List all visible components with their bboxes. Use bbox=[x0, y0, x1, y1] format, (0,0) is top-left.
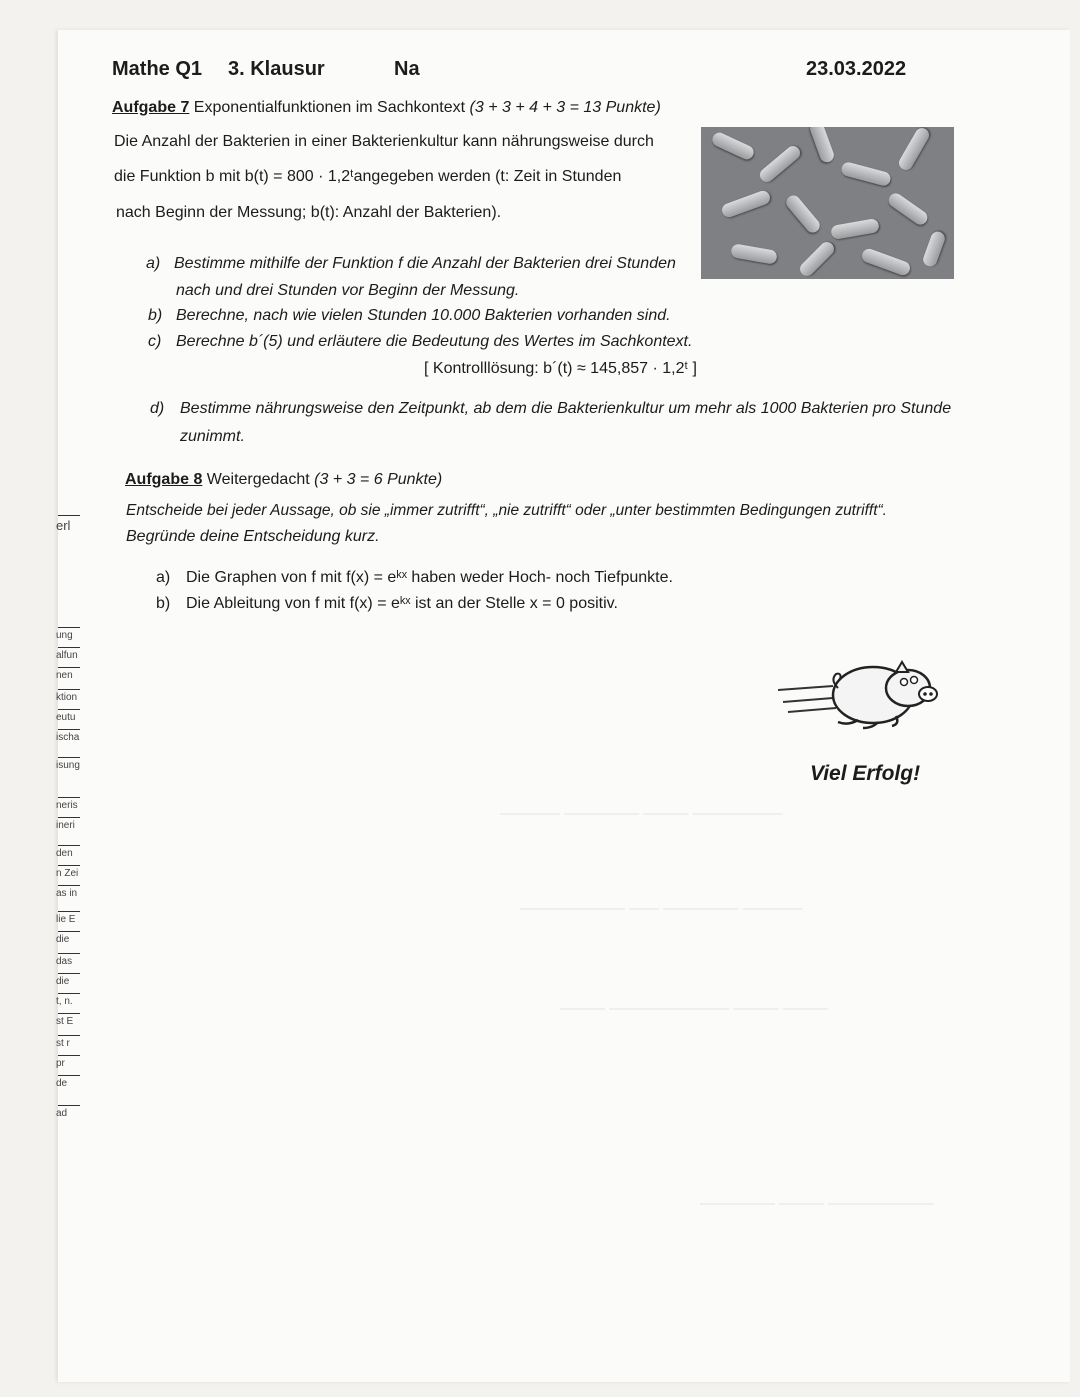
margin-rule bbox=[58, 817, 80, 818]
item-text: Berechne, nach wie vielen Stunden 10.000 Bakterien vorhanden sind. bbox=[176, 307, 671, 324]
margin-fragment: das bbox=[56, 956, 73, 967]
item-label: a) bbox=[156, 569, 171, 586]
margin-rule bbox=[58, 911, 80, 912]
control-solution: [ Kontrolllösung: b´(t) ≈ 145,857 · 1,2ᵗ ] bbox=[424, 360, 697, 377]
item-label: d) bbox=[150, 400, 165, 417]
margin-rule bbox=[58, 1075, 80, 1076]
margin-fragment: lie E bbox=[56, 914, 76, 925]
margin-rule bbox=[58, 1055, 80, 1056]
task7-title: Exponentialfunktionen im Sachkontext bbox=[193, 99, 466, 116]
bacteria-photo bbox=[701, 127, 954, 279]
item-label: a) bbox=[146, 255, 161, 272]
item-text: Berechne b´(5) und erläutere die Bedeutung des Wertes im Sachkontext. bbox=[176, 333, 693, 350]
exam-date: 23.03.2022 bbox=[806, 58, 907, 80]
task8-number: Aufgabe 8 bbox=[125, 471, 203, 488]
margin-rule bbox=[58, 729, 80, 730]
margin-rule bbox=[58, 885, 80, 886]
task7-intro-line: die Funktion b mit b(t) = 800 · 1,2ᵗangegeben werden (t: Zeit in Stunden bbox=[114, 168, 622, 185]
task7-number: Aufgabe 7 bbox=[112, 99, 190, 116]
task8-title: Weitergedacht bbox=[206, 471, 310, 488]
task7-intro-line: Die Anzahl der Bakterien in einer Bakterienkultur kann nährungsweise durch bbox=[114, 133, 654, 150]
exam-header bbox=[112, 58, 912, 90]
margin-fragment: den bbox=[56, 848, 73, 859]
margin-fragment: de bbox=[56, 1078, 68, 1089]
margin-rule bbox=[58, 953, 80, 954]
margin-rule bbox=[58, 1013, 80, 1014]
margin-fragment: pr bbox=[56, 1058, 65, 1069]
margin-rule bbox=[58, 993, 80, 994]
bleed-through-text: ——————— —— ————— ———— bbox=[520, 900, 803, 917]
margin-fragment: die bbox=[56, 934, 70, 945]
margin-fragment: ineri bbox=[56, 820, 75, 831]
margin-fragment: isung bbox=[56, 760, 80, 771]
margin-rule bbox=[58, 647, 80, 648]
task7-item-c bbox=[148, 333, 692, 351]
margin-fragment: neris bbox=[56, 800, 78, 811]
margin-fragment: as in bbox=[56, 888, 78, 899]
item-text: Bestimme nährungsweise den Zeitpunkt, ab dem die Bakterienkultur um mehr als 1000 Bakterien pro Stunde bbox=[180, 400, 952, 417]
margin-fragment: n Zei bbox=[56, 868, 79, 879]
margin-fragment: st r bbox=[56, 1038, 70, 1049]
task8-heading bbox=[125, 471, 442, 489]
course-name: Mathe Q1 bbox=[112, 58, 203, 80]
margin-rule bbox=[58, 515, 80, 516]
margin-rule bbox=[58, 689, 80, 690]
margin-fragment: ktion bbox=[56, 692, 78, 703]
task7-points: (3 + 3 + 4 + 3 = 13 Punkte) bbox=[469, 99, 661, 116]
bleed-through-text: ——— ———————— ——— ——— bbox=[560, 1000, 828, 1017]
margin-fragment: alfun bbox=[56, 650, 78, 661]
margin-fragment: nen bbox=[56, 670, 73, 681]
task8-instruction: Begründe deine Entscheidung kurz. bbox=[126, 528, 380, 545]
margin-fragment: ad bbox=[56, 1108, 68, 1119]
task8-instruction: Entscheide bei jeder Aussage, ob sie „immer zutrifft“, „nie zutrifft“ oder „unter bestimmten Bedingungen zutrifft“. bbox=[126, 502, 887, 519]
item-label: b) bbox=[148, 307, 163, 324]
margin-rule bbox=[58, 931, 80, 932]
margin-fragment: st E bbox=[56, 1016, 74, 1027]
task7-heading bbox=[112, 99, 661, 117]
margin-fragment: ischa bbox=[56, 732, 80, 743]
task8-points: (3 + 3 = 6 Punkte) bbox=[314, 471, 443, 488]
task7-item-b bbox=[148, 307, 671, 325]
margin-rule bbox=[58, 627, 80, 628]
margin-rule bbox=[58, 709, 80, 710]
closing-text: Viel Erfolg! bbox=[810, 762, 921, 785]
margin-rule bbox=[58, 757, 80, 758]
margin-rule bbox=[58, 1035, 80, 1036]
margin-fragment: t, n. bbox=[56, 996, 73, 1007]
margin-fragment: ung bbox=[56, 630, 73, 641]
margin-rule bbox=[58, 797, 80, 798]
task7-intro-line: nach Beginn der Messung; b(t): Anzahl der Bakterien). bbox=[116, 204, 502, 221]
margin-fragment: die bbox=[56, 976, 70, 987]
item-label: c) bbox=[148, 333, 162, 350]
margin-rule bbox=[58, 973, 80, 974]
task7-item-d bbox=[150, 400, 951, 418]
margin-fragment: eutu bbox=[56, 712, 76, 723]
item-text: Bestimme mithilfe der Funktion f die Anzahl der Bakterien drei Stunden bbox=[174, 255, 676, 272]
margin-rule bbox=[58, 667, 80, 668]
margin-rule bbox=[58, 1105, 80, 1106]
task8-item-a bbox=[156, 569, 673, 587]
margin-rule bbox=[58, 845, 80, 846]
name-label: Na bbox=[394, 58, 420, 80]
task7-item-d-continued: zunimmt. bbox=[180, 428, 245, 445]
exam-number: 3. Klausur bbox=[228, 58, 325, 80]
bleed-through-text: ————— ——— ——————— bbox=[700, 1195, 934, 1212]
item-text: Die Ableitung von f mit f(x) = eᵏˣ ist an der Stelle x = 0 positiv. bbox=[186, 595, 618, 612]
item-text: Die Graphen von f mit f(x) = eᵏˣ haben weder Hoch- noch Tiefpunkte. bbox=[186, 569, 673, 586]
margin-fragment: erl bbox=[56, 518, 71, 533]
item-label: b) bbox=[156, 595, 171, 612]
bleed-through-text: ———— ————— ——— —————— bbox=[500, 805, 783, 822]
task7-item-a bbox=[146, 255, 676, 273]
running-pig-illustration bbox=[778, 650, 948, 730]
task8-item-b bbox=[156, 595, 618, 613]
task7-item-a-continued: nach und drei Stunden vor Beginn der Messung. bbox=[176, 282, 520, 299]
margin-rule bbox=[58, 865, 80, 866]
